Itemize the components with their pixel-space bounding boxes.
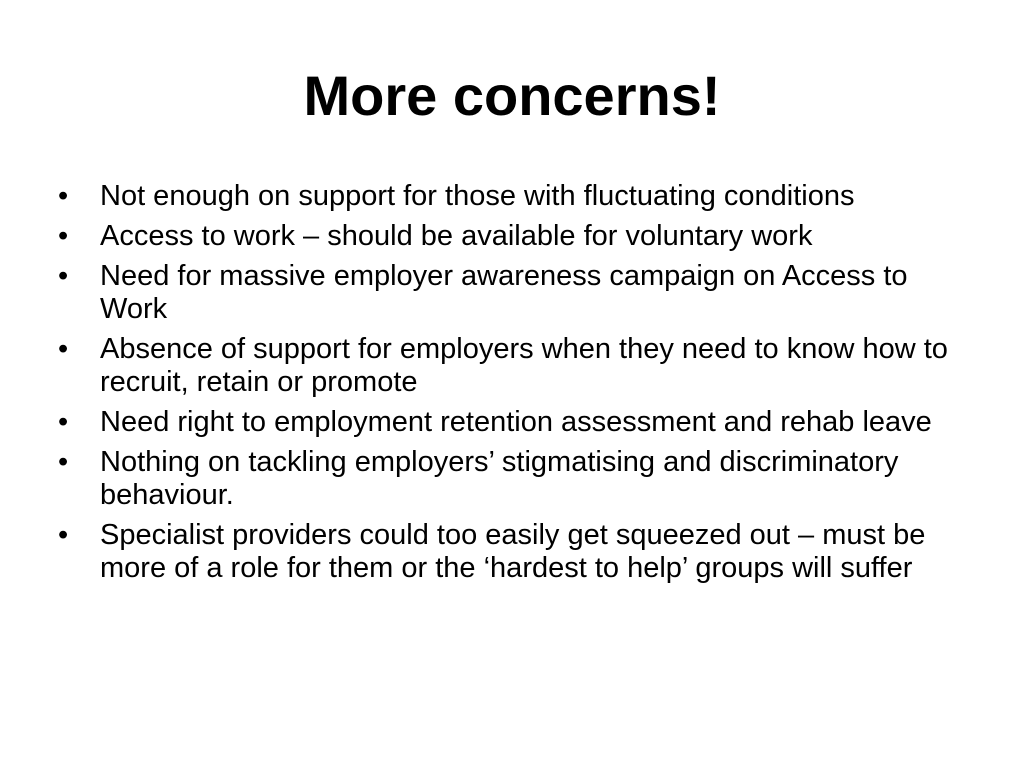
bullet-text: Specialist providers could too easily get squeezed out – must be more of a role for them or the ‘hardest to help’ groups will suffer (100, 519, 926, 584)
bullet-item (58, 446, 958, 512)
bullet-marker: • (58, 406, 69, 438)
bullet-text: Not enough on support for those with fluctuating conditions (100, 180, 855, 212)
bullet-marker: • (58, 333, 69, 365)
bullet-marker: • (58, 220, 69, 252)
bullet-marker: • (58, 260, 69, 292)
bullet-text: Absence of support for employers when they need to know how to recruit, retain or promote (100, 333, 948, 398)
bullet-list (58, 180, 958, 592)
bullet-text: Need right to employment retention assessment and rehab leave (100, 406, 932, 438)
bullet-item (58, 333, 958, 399)
bullet-item (58, 180, 958, 213)
bullet-text: Nothing on tackling employers’ stigmatising and discriminatory behaviour. (100, 446, 899, 511)
bullet-text: Need for massive employer awareness campaign on Access to Work (100, 260, 908, 325)
bullet-text: Access to work – should be available for voluntary work (100, 220, 813, 252)
bullet-item (58, 519, 958, 585)
bullet-marker: • (58, 180, 69, 212)
bullet-item (58, 406, 958, 439)
bullet-marker: • (58, 519, 69, 551)
bullet-marker: • (58, 446, 69, 478)
bullet-item (58, 220, 958, 253)
slide-title: More concerns! (303, 64, 721, 127)
bullet-item (58, 260, 958, 326)
